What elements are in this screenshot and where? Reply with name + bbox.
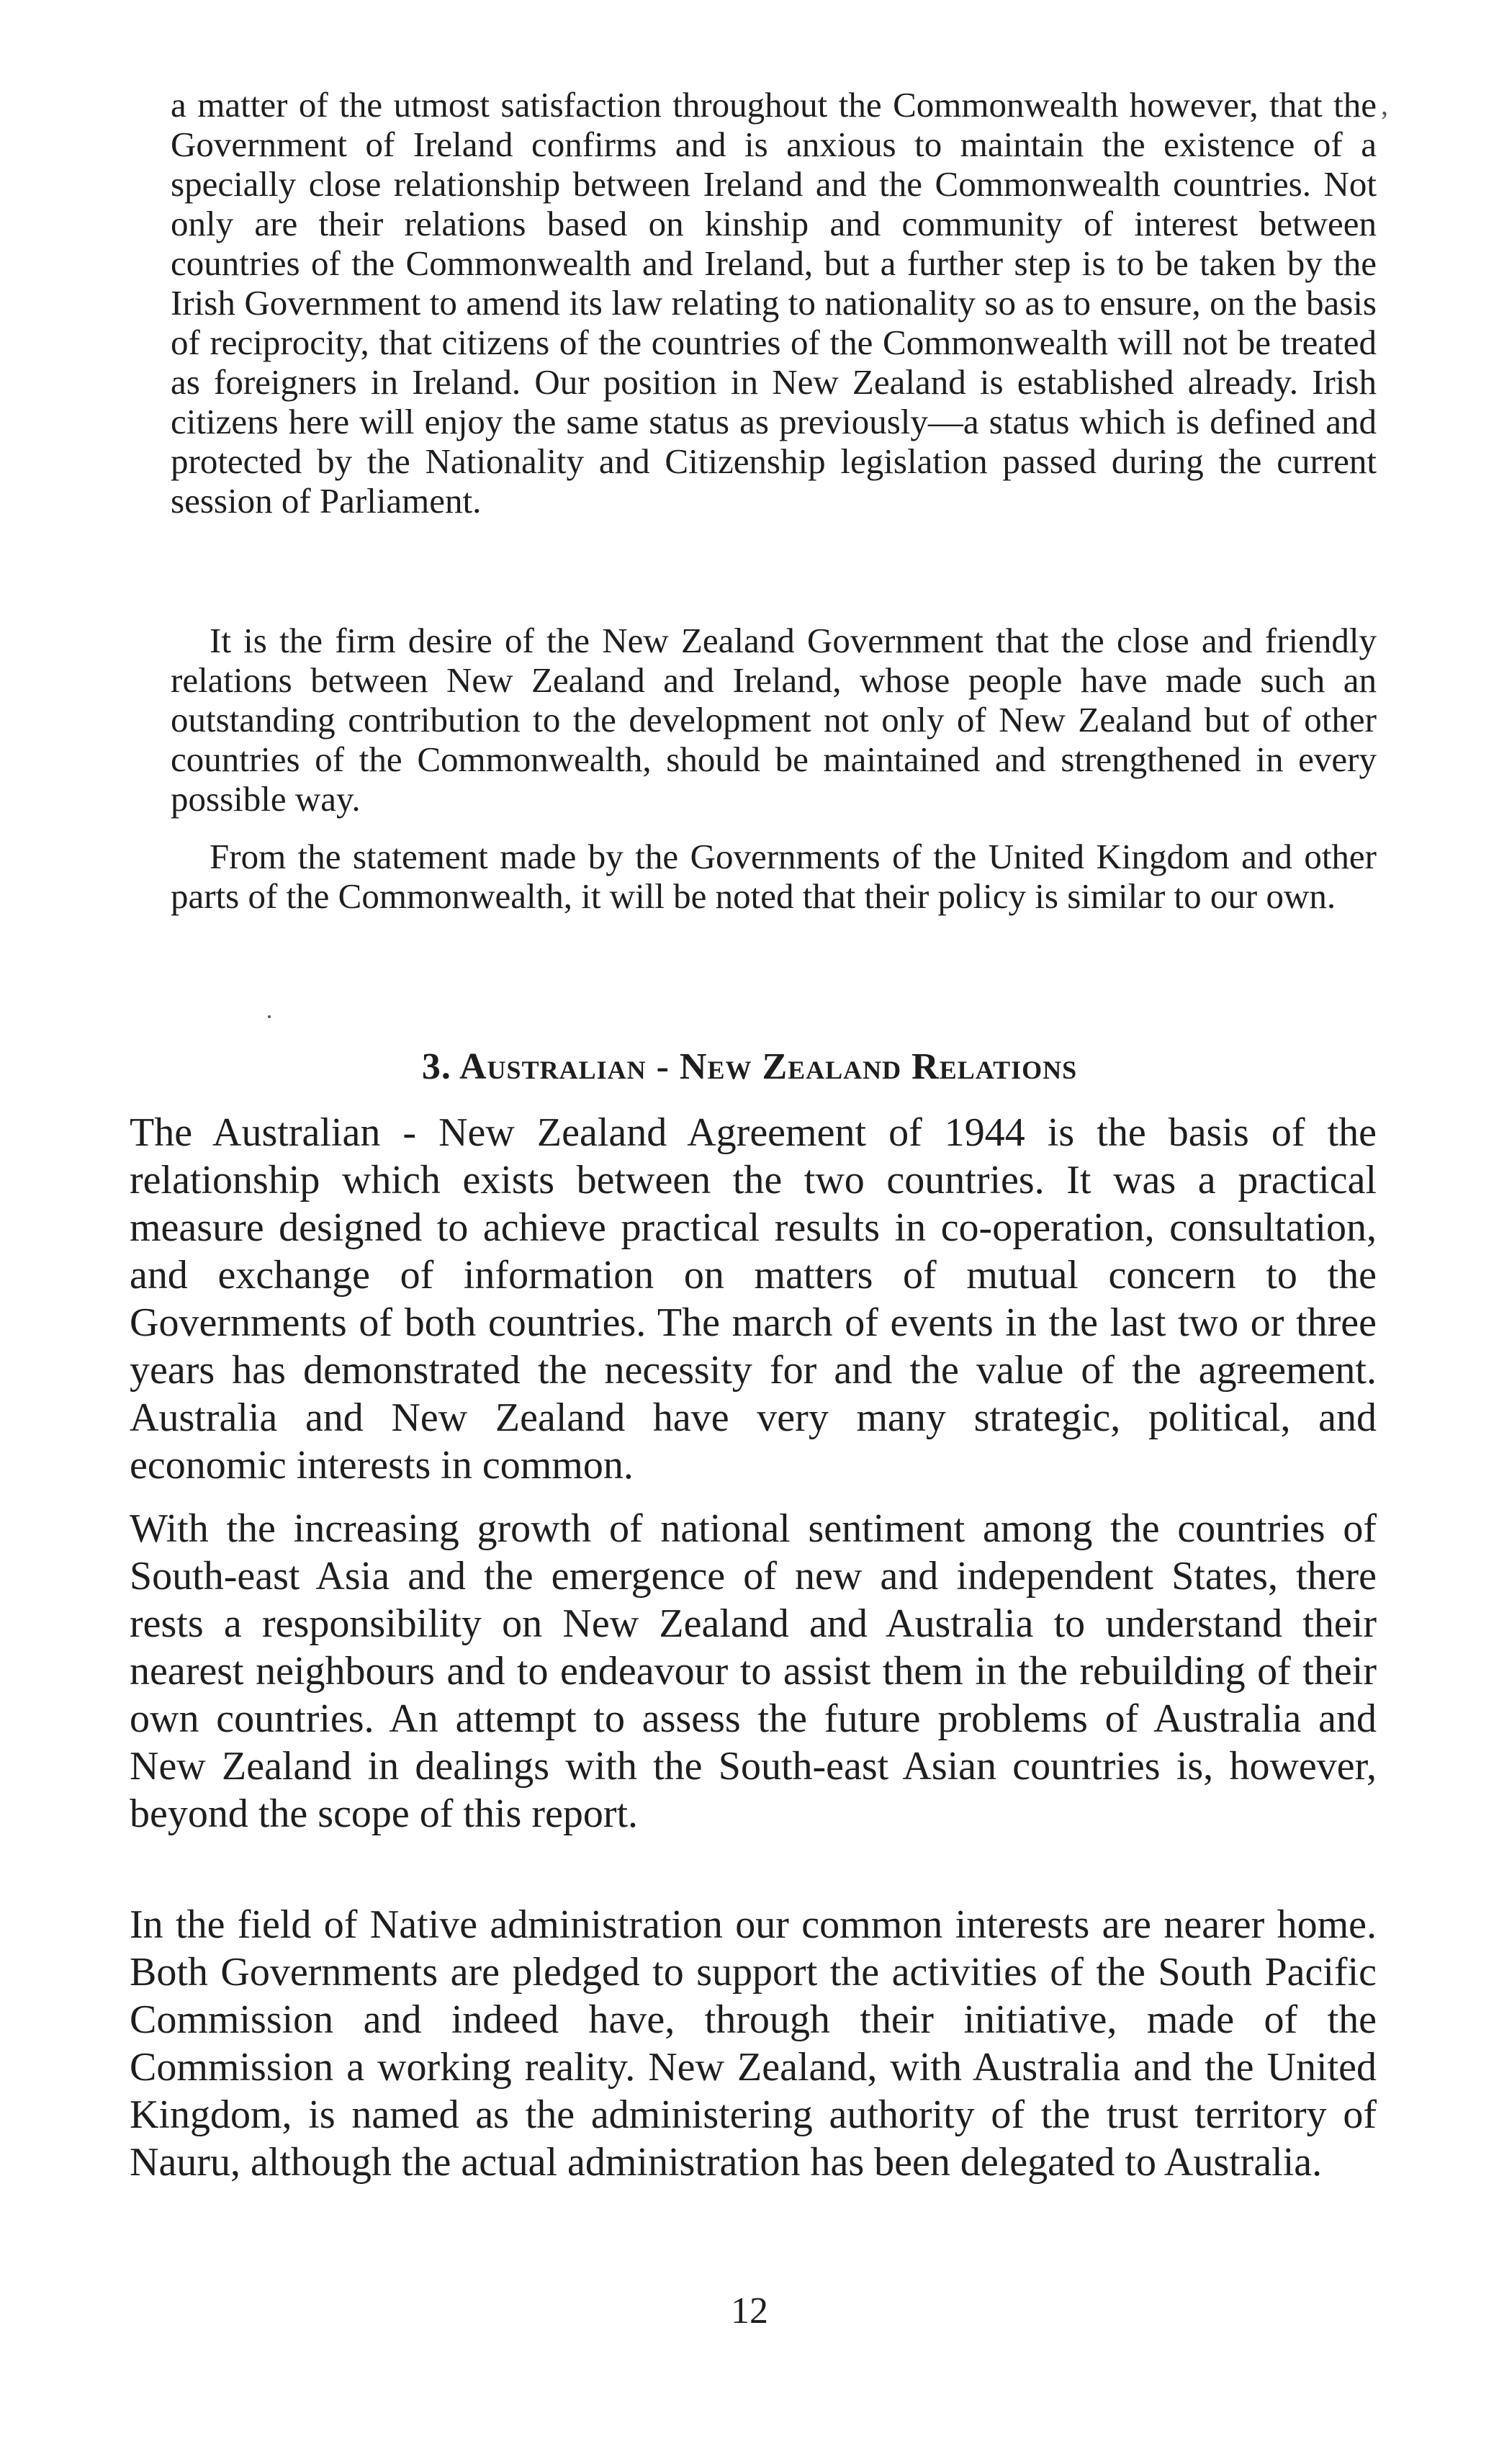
paragraph-south-east-asia: With the increasing growth of national sentiment among the countries of South-east Asia and the emergence of new and independent States, there rests a responsibility on New Zealand and Australia to understand their nearest neighbours and to endeavour to assist them in the rebuilding of their own countries. An attempt to assess the future problems of Australia and New Zealand in dealings with the South-east Asian countries is, however, beyond the scope of this report.: [130, 1506, 1377, 1836]
paragraph-commonwealth-ireland: a matter of the utmost satisfaction throughout the Commonwealth however, that the Government of Ireland confirms and is anxious to maintain the existence of a specially close relationship between Ireland and the Commonwealth countries. Not only are their relations based on kinship and community of interest between countries of the Commonwealth and Ireland, but a further step is to be taken by the Irish Government to amend its law relating to nationality so as to ensure, on the basis of reciprocity, that citizens of the countries of the Commonwealth will not be treated as foreigners in Ireland. Our position in New Zealand is established already. Irish citizens here will enjoy the same status as previously—a status which is defined and protected by the Nationality and Citizenship legislation passed during the current session of Parliament.: [171, 85, 1377, 521]
paragraph-agreement-1944: The Australian - New Zealand Agreement of 1944 is the basis of the relationship which exists between the two countries. It was a practical measure designed to achieve practical results in co-operation, consultation, and exchange of information on matters of mutual concern to the Governments of both countries. The march of events in the last two or three years has demonstrated the necessity for and the value of the agreement. Australia and New Zealand have very many strategic, political, and economic interests in common.: [130, 1110, 1377, 1488]
page-number: 12: [731, 2290, 768, 2332]
paragraph-native-administration: In the field of Native administration our common interests are nearer home. Both Governments are pledged to support the activities of the South Pacific Commission and indeed have, through their initiative, made of the Commission a working reality. New Zealand, with Australia and the United Kingdom, is named as the administering authority of the trust territory of Nauru, although the actual administration has been delegated to Australia.: [130, 1902, 1377, 2185]
stray-comma-mark: ,: [1381, 89, 1388, 121]
section-heading: 3. Australian - New Zealand Relations: [421, 1046, 1078, 1087]
paragraph-united-kingdom-statement: From the statement made by the Governments of the United Kingdom and other parts of the Commonwealth, it will be noted that their policy is similar to our own.: [171, 837, 1377, 916]
paragraph-firm-desire: It is the firm desire of the New Zealand Government that the close and friendly relations between New Zealand and Ireland, whose people have made such an outstanding contribution to the development not only of New Zealand but of other countries of the Commonwealth, should be maintained and strengthened in every possible way.: [171, 621, 1377, 819]
stray-dot-mark: [268, 1015, 271, 1018]
